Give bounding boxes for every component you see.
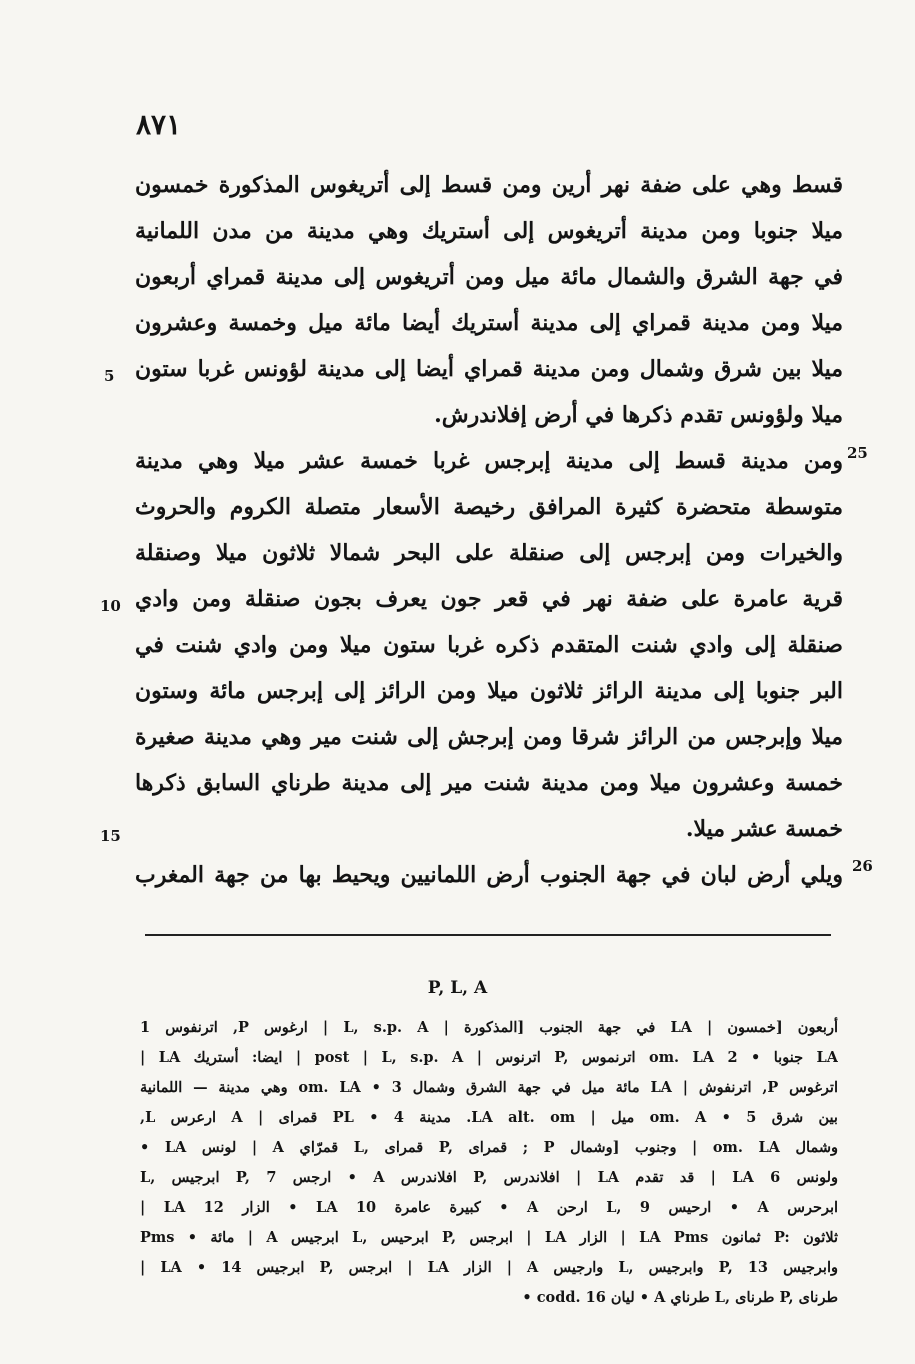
text-line-10: قرية عامرة على ضفة نهر في قعر جون يعرف بجون صنقلة ومن وادي <box>135 586 843 612</box>
main-text <box>135 162 843 898</box>
text-line-13: ميلا وإبرجس من الرائز شرقا ومن إبرجش إلى شنت مير وهي مدينة صغيرة <box>135 724 843 750</box>
text-line-14: خمسة وعشرون ميلا ومن مدينة شنت مير إلى مدينة طرناي السابق ذكرها <box>135 770 843 796</box>
apparatus-line-10: • codd. ليان 16 • A طرناي L, طرناى P, طرناى <box>522 1289 838 1306</box>
folio-marker-25: 25 <box>847 444 868 462</box>
line-number-15: 15 <box>100 827 121 845</box>
text-line-5: ميلا بين شرق وشمال ومن مدينة قمراي أيضا إلى مدينة لؤونس غربا ستون <box>135 356 843 382</box>
text-line-2: ميلا جنوبا ومن مدينة أتريغوس إلى أستريك وهي مدينة من مدن اللمانية <box>135 218 843 244</box>
text-line-8: متوسطة متحضرة كثيرة المرافق رخيصة الأسعار متصلة الكروم والحروث <box>135 494 843 520</box>
apparatus-line-8: Pms • مائة | A ابرجيس L, ابرحيس P, ابرجس | LA الزار | LA Pms ثمانون P: ثلاثون <box>140 1229 838 1246</box>
apparatus-line-6: L, ابرجيس P, ارجس 7 • A افلاندرس P, افلاندرس | LA قد تقدم | LA ولونس 6 <box>140 1169 838 1186</box>
page-number: ۸۷۱ <box>136 108 182 141</box>
text-line-11: صنقلة إلى وادي شنت المتقدم ذكره غربا ستون ميلا ومن وادي شنت في <box>135 632 843 658</box>
line-number-5: 5 <box>104 367 115 385</box>
text-line-9: والخيرات ومن إبرجس إلى صنقلة على البحر شمالا ثلاثون ميلا وصنقلة <box>135 540 843 566</box>
folio-marker-26: 26 <box>852 857 873 875</box>
text-line-12: البر جنوبا إلى مدينة الرائز ثلاثون ميلا ومن الرائز إلى إبرجس مائة وستون <box>135 678 843 704</box>
text-line-4: ميلا ومن مدينة قمراي إلى مدينة أستريك أيضا مائة ميل وخمسة وعشرون <box>135 310 843 336</box>
apparatus-line-5: • LA لونس | A قمرّاي L, قمراى P, قمراى ; P وجنوب [وشمال | om. LA وشمال <box>140 1139 838 1156</box>
text-line-15: خمسة عشر ميلا. <box>685 816 843 842</box>
apparatus-line-4: بين شرق 5 • om. A ميل | LA alt. om. مدينة 4 • PL قمراى | A ارعرس L, <box>140 1109 838 1126</box>
text-line-16: ويلي أرض لبان في جهة الجنوب أرض اللمانيين ويحيط بها من جهة المغرب <box>135 862 843 888</box>
manuscript-sigla: P, L, A <box>427 978 488 998</box>
apparatus-line-1: أربعون [خمسون | LA في جهة الجنوب [المذكورة | L, s.p. A | ارغوس P, اترنفوس 1 <box>140 1019 838 1036</box>
text-line-1: قسط وهي على ضفة نهر أرين ومن قسط إلى أتريغوس المذكورة خمسون <box>135 172 843 198</box>
text-line-6: ميلا ولؤونس تقدم ذكرها في أرض إفلاندرش. <box>434 402 843 428</box>
text-line-7: ومن مدينة قسط إلى مدينة إبرجس غربا خمسة عشر ميلا وهي مدينة <box>135 448 843 474</box>
footnote-rule <box>145 934 831 936</box>
apparatus-line-2: | LA ايضا: أستريك | post | L, s.p. A | اترنوس P, اترنموس om. LA 2 • جنوبا LA <box>140 1049 838 1066</box>
apparatus-line-9: | LA • 14 ابرجيس P, ابرجس | LA الزار | A وارجيس L, وابرجيس P, وابرجيس 13 <box>140 1259 838 1276</box>
apparatus-line-7: | LA الزار 12 • LA كبيرة عامرة 10 • A ارحن L, ارحيس 9 • A ابرحرس <box>140 1199 838 1216</box>
apparatus-line-3: اترغوس P, اترنفوش | LA مائة ميل في جهة الشرق وشمال 3 • om. LA وهي مدينة — اللمانية <box>140 1079 838 1096</box>
line-number-10: 10 <box>100 597 121 615</box>
text-line-3: في جهة الشرق والشمال مائة ميل ومن أتريغوس إلى مدينة قمراي أربعون <box>135 264 843 290</box>
critical-apparatus <box>140 1013 838 1313</box>
